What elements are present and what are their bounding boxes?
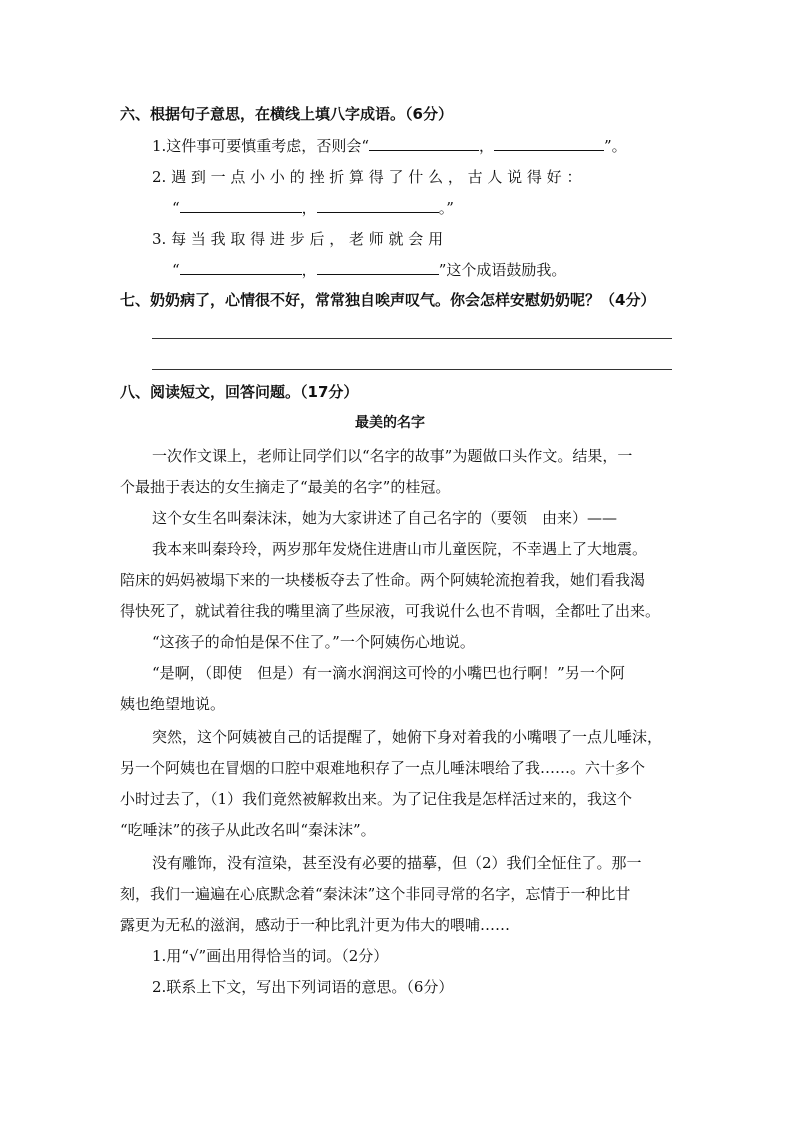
s6-question-3-line2	[172, 260, 566, 280]
s7-answer-line-2[interactable]	[152, 369, 672, 370]
s6-q2-comma: ，	[301, 199, 317, 217]
passage-line: 露更为无私的滋润，感动于一种比乳汁更为伟大的喂哺……	[120, 916, 511, 934]
passage-line: “是啊，（即使 但是）有一滴水润润这可怜的小嘴巴也行啊！”另一个阿	[152, 664, 625, 682]
s6-q3-open: “	[172, 261, 180, 279]
s6-question-3-line1: 3. 每 当 我 取 得 进 步 后 ， 老 师 就 会 用	[152, 230, 444, 248]
passage-line: 小时过去了，（1）我们竟然被解救出来。为了记住我是怎样活过来的，我这个	[120, 790, 633, 808]
s6-q1-text: 1.这件事可要慎重考虑，否则会“	[152, 137, 369, 155]
s6-q3-comma: ，	[301, 261, 317, 279]
section7-heading: 七、奶奶病了，心情很不好，常常独自唉声叹气。你会怎样安慰奶奶呢？（4分）	[120, 291, 656, 309]
passage-line: 没有雕饰，没有渲染，甚至没有必要的描摹，但（2）我们全怔住了。那一	[152, 854, 642, 872]
passage-line: “吃唾沫”的孩子从此改名叫“秦沫沫”。	[120, 821, 376, 839]
passage-line: 陪床的妈妈被塌下来的一块楼板夺去了性命。两个阿姨轮流抱着我，她们看我渴	[120, 571, 646, 589]
passage-line: 另一个阿姨也在冒烟的口腔中艰难地积存了一点儿唾沫喂给了我……。六十多个	[120, 759, 646, 777]
s6-q1-comma: ，	[478, 137, 494, 155]
s6-q2-close: 。”	[438, 199, 454, 217]
s6-q1-close: ”。	[604, 137, 627, 155]
s8-question-2: 2.联系上下文，写出下列词语的意思。（6分）	[152, 978, 454, 996]
passage-line: 这个女生名叫秦沫沫，她为大家讲述了自己名字的（要领 由来）——	[152, 509, 618, 527]
passage-line: “这孩子的命怕是保不住了。”一个阿姨伤心地说。	[152, 633, 475, 651]
s7-answer-line-1[interactable]	[152, 338, 672, 339]
passage-line: 得快死了，就试着往我的嘴里滴了些尿液，可我说什么也不肯咽，全都吐了出来。	[120, 602, 661, 620]
s6-q3-blank-1[interactable]	[180, 260, 302, 275]
section8-heading: 八、阅读短文，回答问题。（17分）	[120, 383, 359, 401]
passage-line: 个最拙于表达的女生摘走了“最美的名字”的桂冠。	[120, 478, 451, 496]
passage-line: 一次作文课上，老师让同学们以“名字的故事”为题做口头作文。结果，一	[152, 447, 633, 465]
s6-question-2-line2	[172, 198, 454, 218]
s6-question-2-line1: 2. 遇 到 一 点 小 小 的 挫 折 算 得 了 什 么 ， 古 人 说 得 好 ：	[152, 168, 582, 186]
passage-line: 刻，我们一遍遍在心底默念着“秦沫沫”这个非同寻常的名字，忘情于一种比甘	[120, 885, 631, 903]
s6-q3-blank-2[interactable]	[317, 260, 439, 275]
s6-q2-blank-2[interactable]	[317, 198, 439, 213]
s6-q2-open: “	[172, 199, 180, 217]
s6-q1-blank-1[interactable]	[369, 136, 479, 151]
passage-line: 突然，这个阿姨被自己的话提醒了，她俯下身对着我的小嘴喂了一点儿唾沫，	[152, 728, 663, 746]
s6-q2-blank-1[interactable]	[180, 198, 302, 213]
passage-title: 最美的名字	[355, 415, 425, 431]
s6-q1-blank-2[interactable]	[494, 136, 604, 151]
passage-line: 我本来叫秦玲玲，两岁那年发烧住进唐山市儿童医院，不幸遇上了大地震。	[152, 540, 648, 558]
s6-q3-close: ”这个成语鼓励我。	[438, 261, 567, 279]
s6-question-1	[152, 136, 627, 156]
section6-heading: 六、根据句子意思，在横线上填八字成语。（6分）	[120, 105, 453, 123]
s8-question-1: 1.用“√”画出用得恰当的词。（2分）	[152, 947, 389, 965]
passage-line: 姨也绝望地说。	[120, 695, 226, 713]
